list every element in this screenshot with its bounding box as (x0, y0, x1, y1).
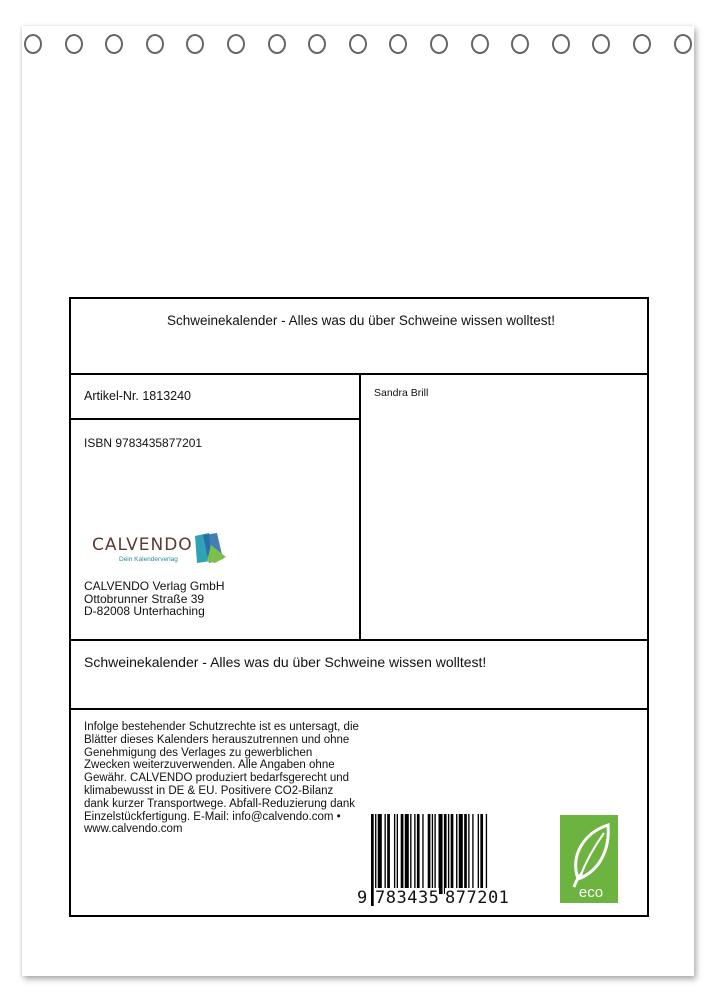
barcode-bar (444, 814, 447, 894)
address-company: CALVENDO Verlag GmbH (84, 579, 225, 593)
barcode-bar (401, 814, 404, 894)
binding-ring (105, 34, 123, 54)
binding-ring (146, 34, 164, 54)
author-name: Sandra Brill (374, 387, 429, 399)
barcode-lead-digit: 9 (357, 888, 368, 908)
barcode-bar (405, 814, 409, 894)
isbn-barcode (357, 814, 523, 910)
logo-tagline: Dein Kalenderverlag (119, 556, 178, 563)
barcode-group-2: 877201 (445, 888, 510, 908)
binding-ring (674, 34, 692, 54)
binding-ring (308, 34, 326, 54)
binding-ring (633, 34, 651, 54)
barcode-bar (448, 814, 449, 894)
calvendo-logo (89, 531, 229, 571)
spiral-binding (0, 34, 718, 58)
barcode-bar (456, 814, 457, 894)
barcode-bar (414, 814, 415, 894)
binding-ring (349, 34, 367, 54)
binding-ring (227, 34, 245, 54)
barcode-bar (385, 814, 386, 894)
barcode-bar (451, 814, 454, 894)
barcode-bar (464, 814, 467, 894)
calendar-title-middle: Schweinekalender - Alles was du über Schweine wissen wolltest! (84, 654, 487, 670)
barcode-bar (472, 814, 473, 894)
logo-wordmark: CALVENDO (92, 535, 193, 555)
barcode-bar (417, 814, 420, 894)
barcode-bar (422, 814, 423, 894)
divider (71, 418, 359, 420)
binding-ring (24, 34, 42, 54)
address-city: D-82008 Unterhaching (84, 604, 205, 618)
barcode-bar (410, 814, 411, 894)
barcode-bar (459, 814, 463, 894)
divider (359, 373, 361, 639)
eco-leaf-icon (560, 815, 618, 903)
article-number: Artikel-Nr. 1813240 (84, 389, 192, 403)
binding-ring (186, 34, 204, 54)
barcode-bar (378, 814, 382, 894)
isbn: ISBN 9783435877201 (84, 436, 203, 450)
barcode-bar (468, 814, 469, 894)
binding-ring (592, 34, 610, 54)
barcode-group-1: 783435 (375, 888, 440, 908)
barcode-bar (478, 814, 479, 894)
binding-ring (389, 34, 407, 54)
barcode-digits (357, 888, 523, 910)
binding-ring (471, 34, 489, 54)
binding-ring (430, 34, 448, 54)
calendar-title-top: Schweinekalender - Alles was du über Schweine wissen wolltest! (167, 313, 555, 328)
divider (71, 639, 647, 641)
binding-ring (511, 34, 529, 54)
publisher-address (84, 580, 344, 618)
barcode-bar (480, 814, 483, 894)
divider (71, 708, 647, 710)
address-street: Ottobrunner Straße 39 (84, 591, 205, 606)
barcode-bar (387, 814, 390, 894)
binding-ring (268, 34, 286, 54)
barcode-bar (428, 814, 431, 894)
binding-ring (552, 34, 570, 54)
barcode-bar (397, 814, 398, 894)
legal-notice: Infolge bestehender Schutzrechte ist es untersagt, die Blätter dieses Kalenders herauszutrennen und ohne Genehmigung des Verlages zu gewerblichen Zwecken weiterzuverwenden. Alle Angaben ohne Gewähr. CALVENDO produziert bedarfsgerecht und klimabewusst in DE & EU. Positivere CO2-Bilanz dank kurzer Transportwege. Abfall-Reduzierung dank Einzelstückfertigung. E-Mail: info@calvendo.com • www.calvendo.com (84, 721, 359, 836)
barcode-bar (439, 814, 443, 894)
barcode-bar (394, 814, 395, 894)
info-frame (69, 297, 649, 917)
eco-label: eco (578, 884, 604, 901)
eco-badge (560, 815, 618, 903)
binding-ring (65, 34, 83, 54)
calendar-pages-icon (193, 533, 227, 565)
